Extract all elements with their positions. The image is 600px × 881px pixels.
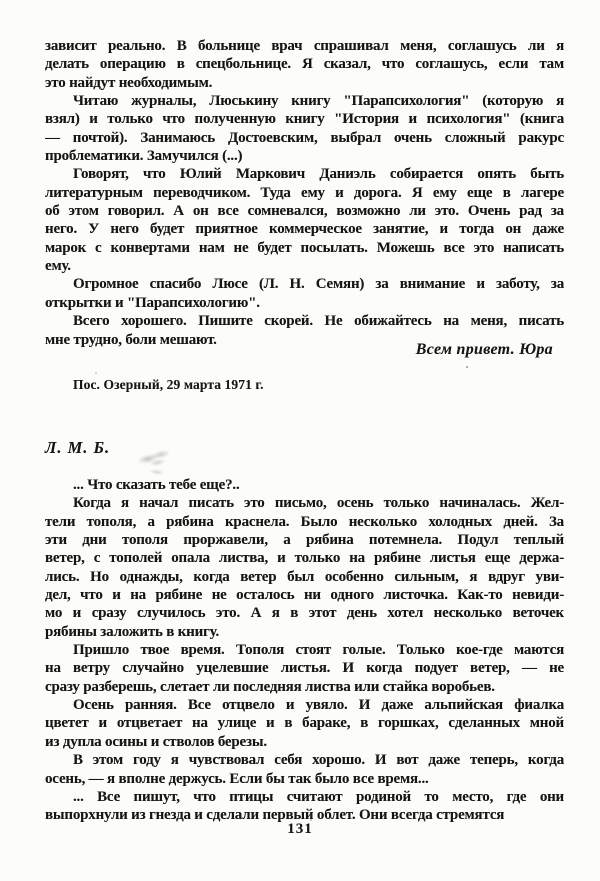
text-line: из дупла осины и стволов березы. [45, 733, 267, 750]
text-line: дел, что и на рябине не осталось ни одного листочка. Как-то невиди- [45, 587, 564, 604]
text-line: мне трудно, боли мешают. [45, 331, 217, 348]
letter-body-text [45, 37, 564, 349]
text-line: эти дни тополя проржавели, а рябина потемнела. Подул теплый [45, 532, 564, 549]
ink-speck [466, 366, 468, 368]
text-line: — почтой). Занимаюсь Достоевским, выбрал очень сложный ракурс [45, 129, 564, 146]
letter-signature: Всем привет. Юра [415, 341, 553, 358]
text-line: марок с конвертами нам не будет посылать. Можешь все это написать [45, 239, 564, 256]
text-line: мо и сразу случилось это. А я в этот день хотел несколько веточек [45, 605, 564, 622]
text-line: Пришло твое время. Тополя стоят голые. Только кое-где маются [73, 642, 564, 659]
text-line: Осень ранняя. Все отцвело и увяло. И даже альпийская фиалка [73, 697, 564, 714]
text-line: взял) и только что полученную книгу "История и психология" (книга [45, 111, 564, 128]
text-line: цветет и отцветает на улице и в бараке, в горшках, сделанных мной [45, 715, 564, 732]
ink-smudge [137, 448, 174, 471]
letter-dateline: Пос. Озерный, 29 марта 1971 г. [73, 377, 264, 392]
text-line: на ветру случайно уцелевшие листья. И когда подует ветер, — не [45, 660, 564, 677]
text-line: Читаю журналы, Люськину книгу "Парапсихология" (которую я [73, 93, 564, 110]
text-line: зависит реально. В больнице врач спрашивал меня, соглашусь ли я [45, 38, 564, 54]
text-line: рябины заложить в книгу. [45, 623, 220, 640]
text-line: ... Все пишут, что птицы считают родиной то место, где они [73, 788, 564, 805]
ink-speck [310, 819, 312, 821]
text-line: сразу разберешь, слетает ли последняя листва или стайка воробьев. [45, 678, 495, 695]
text-line: литературным переводчиком. Туда ему и дорога. Я ему еще в лагере [45, 184, 564, 201]
text-line: Говорят, что Юлий Маркович Даниэль собирается опять быть [73, 166, 564, 183]
text-line: делать операцию в спецбольнице. Я сказал, что соглашусь, если там [45, 56, 564, 73]
text-line: Огромное спасибо Люсе (Л. Н. Семян) за внимание и заботу, за [73, 276, 564, 293]
text-line: ветер, с тополей опала листва, и только на рябине листья еще держа- [45, 550, 564, 567]
text-line: это найдут необходимым. [45, 74, 213, 91]
next-letter-salutation: Л. М. Б. [45, 438, 111, 457]
text-line: лись. Но однажды, когда ветер был особенно сильным, я вдруг уви- [45, 568, 564, 585]
text-line: проблематики. Замучился (...) [45, 148, 243, 165]
next-letter-body-text [45, 476, 564, 825]
ink-speck [95, 372, 97, 374]
text-line: выпорхнули из гнезда и сделали первый облет. Они всегда стремятся [45, 807, 505, 824]
text-line: об этом говорил. А он все сомневался, возможно ли это. Очень рад за [45, 203, 564, 220]
text-line: ему. [45, 258, 71, 275]
text-line: Всего хорошего. Пишите скорей. Не обижайтесь на меня, писать [73, 313, 564, 330]
text-line: осень, — я вполне держусь. Если бы так было все время... [45, 770, 429, 787]
text-line: открытки и "Парапсихологию". [45, 294, 260, 311]
text-line: Когда я начал писать это письмо, осень только начиналась. Жел- [73, 495, 564, 512]
page-number: 131 [287, 821, 313, 837]
text-line: В этом году я чувствовал себя хорошо. И вот даже теперь, когда [73, 752, 564, 769]
text-line: тели тополя, а рябина краснела. Было несколько холодных дней. За [45, 513, 564, 530]
text-line: него. У него будет приятное коммерческое занятие, и тогда он даже [45, 221, 564, 238]
text-line: ... Что сказать тебе еще?.. [73, 477, 240, 493]
